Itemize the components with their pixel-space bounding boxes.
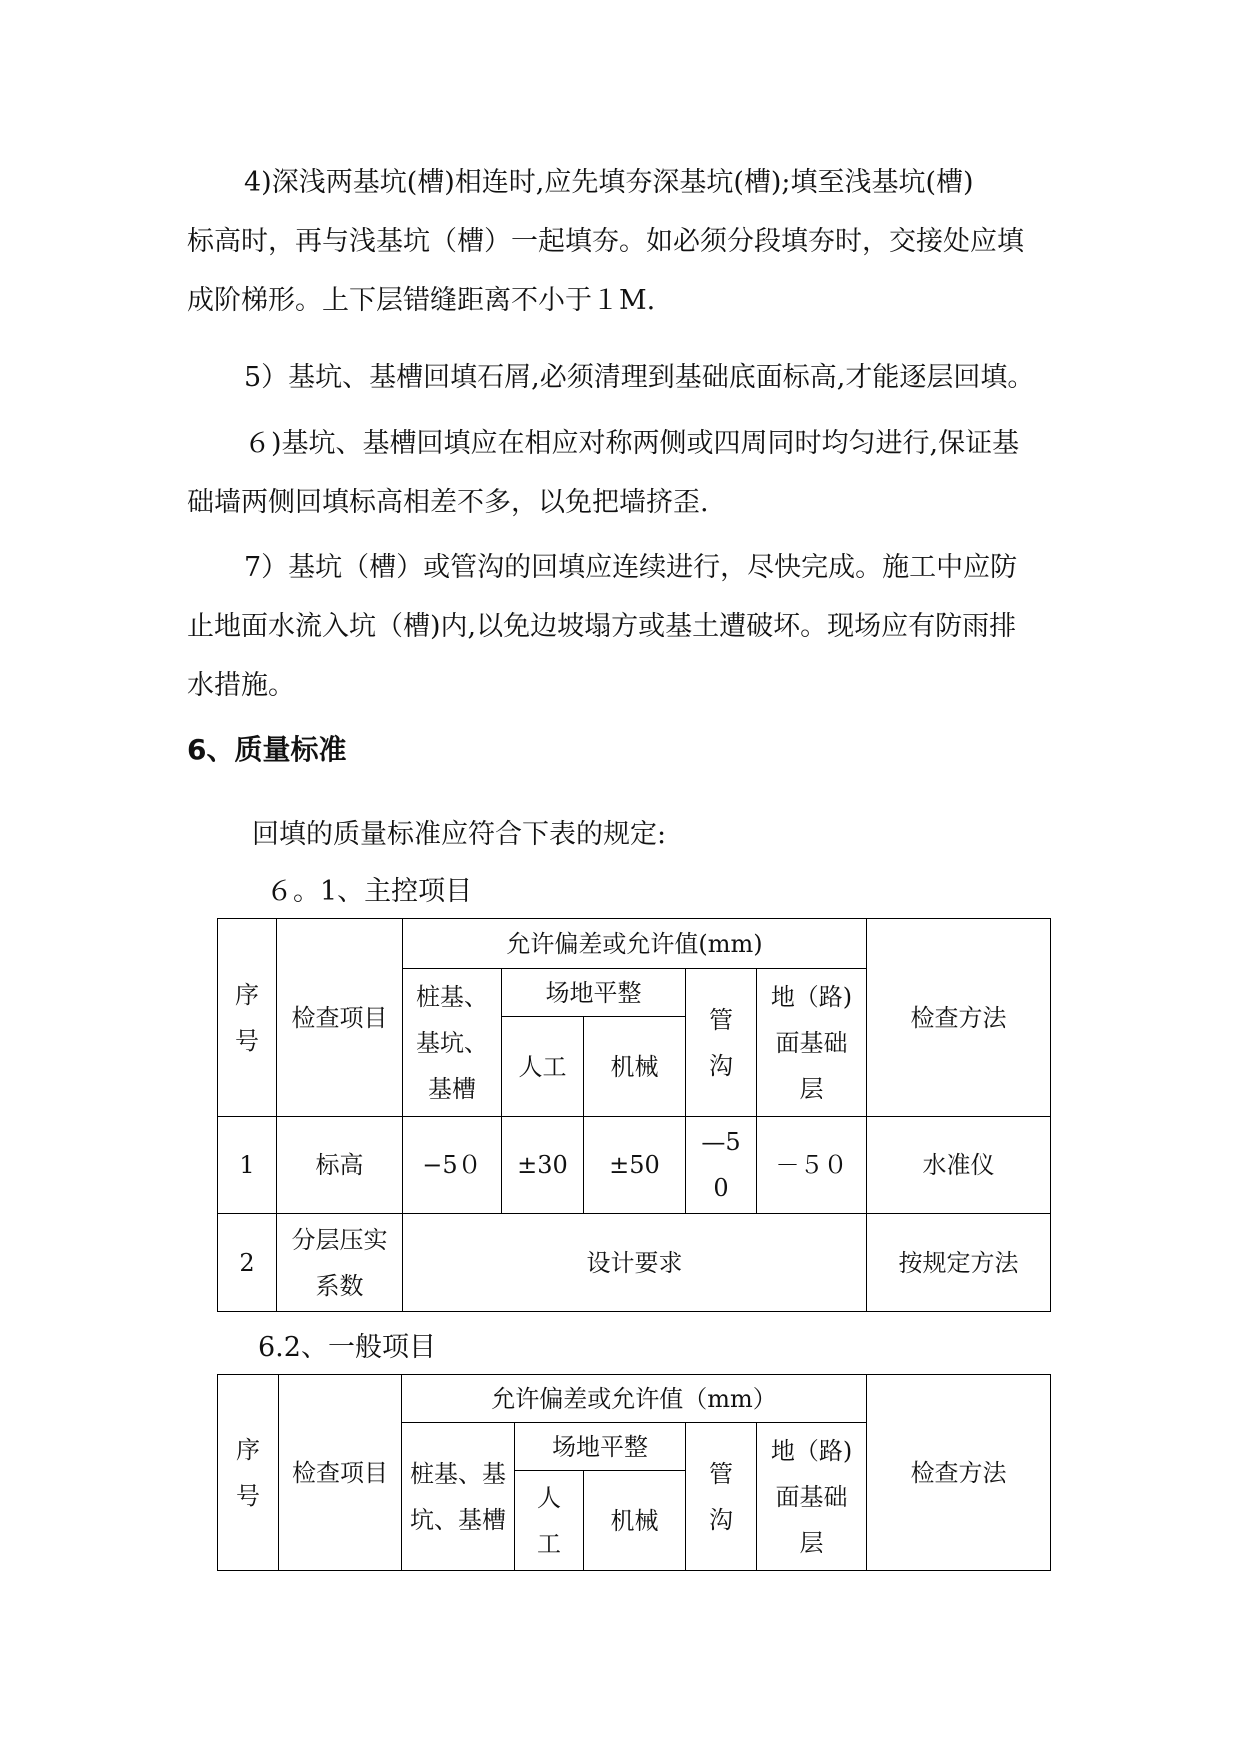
header-manual: 人工 (502, 1017, 584, 1117)
paragraph-line: ６)基坑、基槽回填应在相应对称两侧或四周同时均匀进行,保证基 (244, 428, 1020, 459)
header-tolerance: 允许偏差或允许值(mm) (403, 919, 867, 969)
header-pile: 桩基、基坑、基槽 (402, 1423, 515, 1571)
header-ground: 地（路)面基础层 (757, 1423, 867, 1571)
cell-design-requirement: 设计要求 (403, 1214, 867, 1312)
paragraph-line: 5）基坑、基槽回填石屑,必须清理到基础底面标高,才能逐层回填。 (244, 362, 1035, 393)
cell-item: 分层压实系数 (277, 1214, 403, 1312)
cell-pile: −5０ (403, 1117, 502, 1214)
header-trench: 管沟 (686, 1423, 757, 1571)
header-seq: 序号 (218, 919, 277, 1117)
header-method: 检查方法 (867, 1375, 1051, 1571)
cell-method: 按规定方法 (867, 1214, 1051, 1312)
header-site: 场地平整 (502, 969, 686, 1017)
cell-item: 标高 (277, 1117, 403, 1214)
subsection-main-items: ６。1、主控项目 (266, 876, 473, 907)
paragraph-5 (187, 348, 1087, 407)
header-seq: 序号 (218, 1375, 279, 1571)
paragraph-6 (187, 414, 1087, 532)
table-row (218, 1117, 1051, 1214)
subsection-general-items: 6.2、一般项目 (258, 1332, 436, 1363)
cell-method: 水准仪 (867, 1117, 1051, 1214)
header-item: 检查项目 (277, 919, 403, 1117)
cell-seq: 2 (218, 1214, 277, 1312)
header-machine: 机械 (584, 1017, 686, 1117)
paragraph-7 (187, 538, 1087, 715)
cell-seq: 1 (218, 1117, 277, 1214)
table-header-row (218, 919, 1051, 969)
table-header-row (218, 1375, 1051, 1423)
paragraph-line: 标高时，再与浅基坑（槽）一起填夯。如必须分段填夯时，交接处应填 (187, 226, 1024, 257)
paragraph-line: 成阶梯形。上下层错缝距离不小于１M. (187, 285, 656, 316)
table-row (218, 1214, 1051, 1312)
header-machine: 机械 (584, 1471, 686, 1571)
header-tolerance: 允许偏差或允许值（mm） (402, 1375, 867, 1423)
paragraph-4 (187, 153, 1087, 330)
paragraph-line: 7）基坑（槽）或管沟的回填应连续进行，尽快完成。施工中应防 (244, 552, 1018, 583)
paragraph-line: 4)深浅两基坑(槽)相连时,应先填夯深基坑(槽);填至浅基坑(槽) (244, 167, 974, 198)
paragraph-line: 止地面水流入坑（槽)内,以免边坡塌方或基土遭破坏。现场应有防雨排 (187, 611, 1017, 642)
cell-manual: ±30 (502, 1117, 584, 1214)
section-intro: 回填的质量标准应符合下表的规定: (252, 819, 667, 850)
cell-machine: ±50 (584, 1117, 686, 1214)
paragraph-line: 水措施。 (187, 670, 295, 701)
paragraph-line: 础墙两侧回填标高相差不多，以免把墙挤歪. (187, 487, 709, 518)
header-pile: 桩基、基坑、基槽 (403, 969, 502, 1117)
header-method: 检查方法 (867, 919, 1051, 1117)
header-manual: 人工 (515, 1471, 584, 1571)
cell-trench: —50 (686, 1117, 757, 1214)
header-trench: 管沟 (686, 969, 757, 1117)
general-items-table (217, 1374, 1051, 1571)
main-items-table (217, 918, 1051, 1312)
cell-ground: －５０ (757, 1117, 867, 1214)
header-site: 场地平整 (515, 1423, 686, 1471)
header-item: 检查项目 (279, 1375, 402, 1571)
header-ground: 地（路)面基础层 (757, 969, 867, 1117)
section-heading: 6、质量标准 (187, 733, 347, 766)
